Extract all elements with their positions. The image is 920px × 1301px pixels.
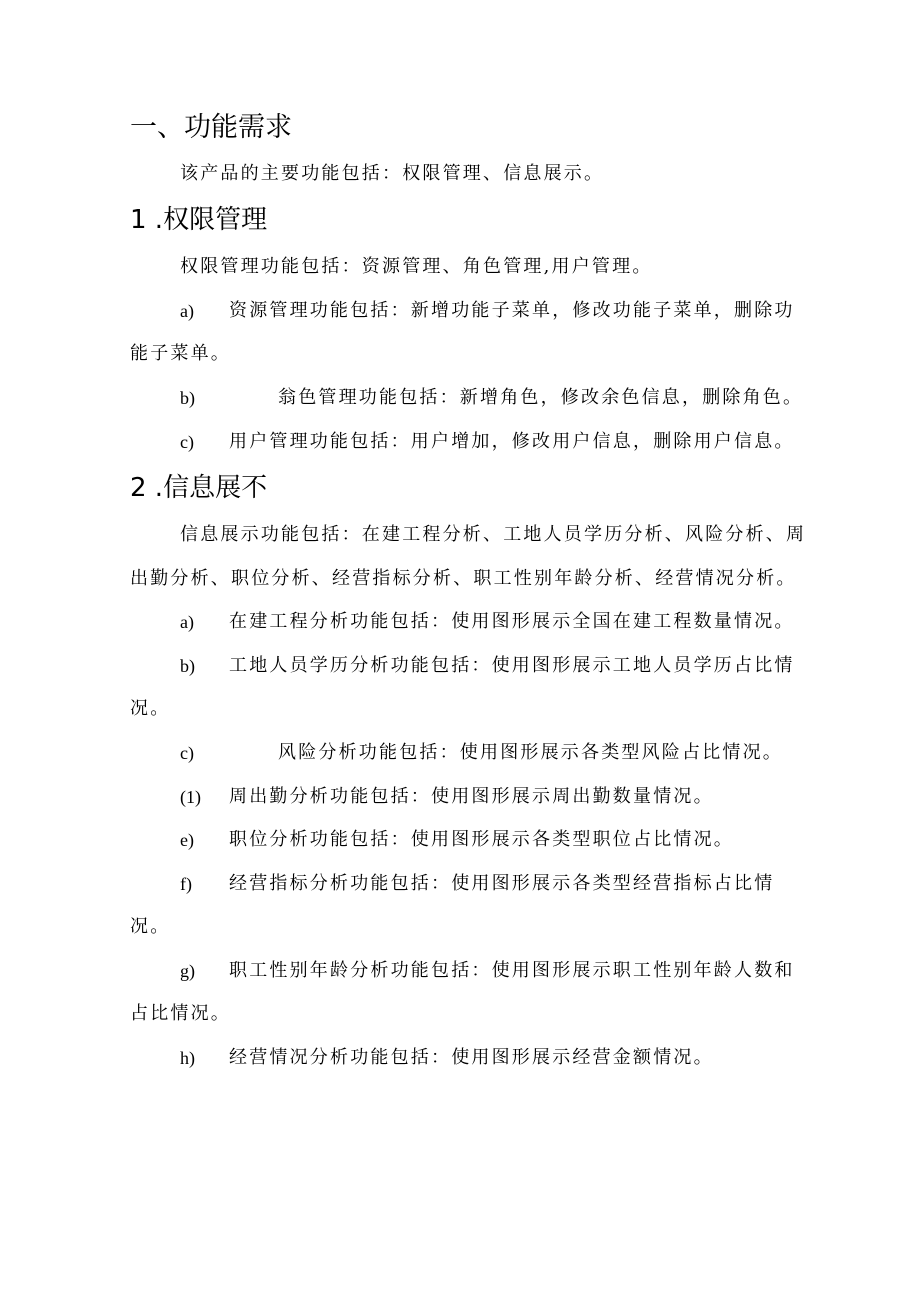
list-marker: (1): [180, 787, 201, 807]
main-heading: 一、功能需求: [130, 112, 292, 143]
list-item-text: 周出勤分析功能包括：使用图形展示周出勤数量情况。: [229, 786, 714, 807]
section1-intro: 权限管理功能包括：资源管理、角色管理,用户管理。: [180, 256, 653, 277]
list-marker: b): [180, 388, 195, 408]
list-item-continuation: 况。: [130, 698, 171, 719]
section2-intro-line1: 信息展示功能包括：在建工程分析、工地人员学历分析、风险分析、周: [180, 524, 807, 545]
list-item-text: 用户管理功能包括：用户增加，修改用户信息，删除用户信息。: [229, 431, 795, 452]
section1-title: 1 .权限管理: [130, 205, 268, 235]
list-item-text: 翁色管理功能包括：新增角色，修改余色信息，删除角色。: [278, 387, 804, 408]
intro-paragraph: 该产品的主要功能包括：权限管理、信息展示。: [180, 163, 605, 184]
list-item-text: 工地人员学历分析功能包括：使用图形展示工地人员学历占比情: [229, 655, 795, 676]
list-item-continuation: 况。: [130, 916, 171, 937]
list-marker: a): [180, 612, 194, 632]
list-item-text: 职位分析功能包括：使用图形展示各类型职位占比情况。: [229, 829, 734, 850]
list-marker: b): [180, 656, 195, 676]
list-marker: c): [180, 432, 194, 452]
list-item-text: 风险分析功能包括：使用图形展示各类型风险占比情况。: [278, 742, 783, 763]
list-marker: a): [180, 301, 194, 321]
list-item-continuation: 占比情况。: [130, 1003, 231, 1024]
list-item-text: 经营情况分析功能包括：使用图形展示经营金额情况。: [229, 1047, 714, 1068]
list-marker: e): [180, 830, 194, 850]
list-item-continuation: 能子菜单。: [130, 343, 231, 364]
list-marker: h): [180, 1048, 195, 1068]
section2-intro-line2: 出勤分析、职位分析、经营指标分析、职工性别年龄分析、经营情况分析。: [130, 568, 797, 589]
section2-title: 2 .信息展不: [130, 473, 268, 503]
list-marker: g): [180, 961, 195, 981]
list-item-text: 在建工程分析功能包括：使用图形展示全国在建工程数量情况。: [229, 611, 795, 632]
list-marker: f): [180, 874, 192, 894]
list-item-text: 职工性别年龄分析功能包括：使用图形展示职工性别年龄人数和: [229, 960, 795, 981]
list-marker: c): [180, 743, 194, 763]
list-item-text: 经营指标分析功能包括：使用图形展示各类型经营指标占比情: [229, 873, 775, 894]
list-item-text: 资源管理功能包括：新增功能子菜单，修改功能子菜单，删除功: [229, 300, 795, 321]
